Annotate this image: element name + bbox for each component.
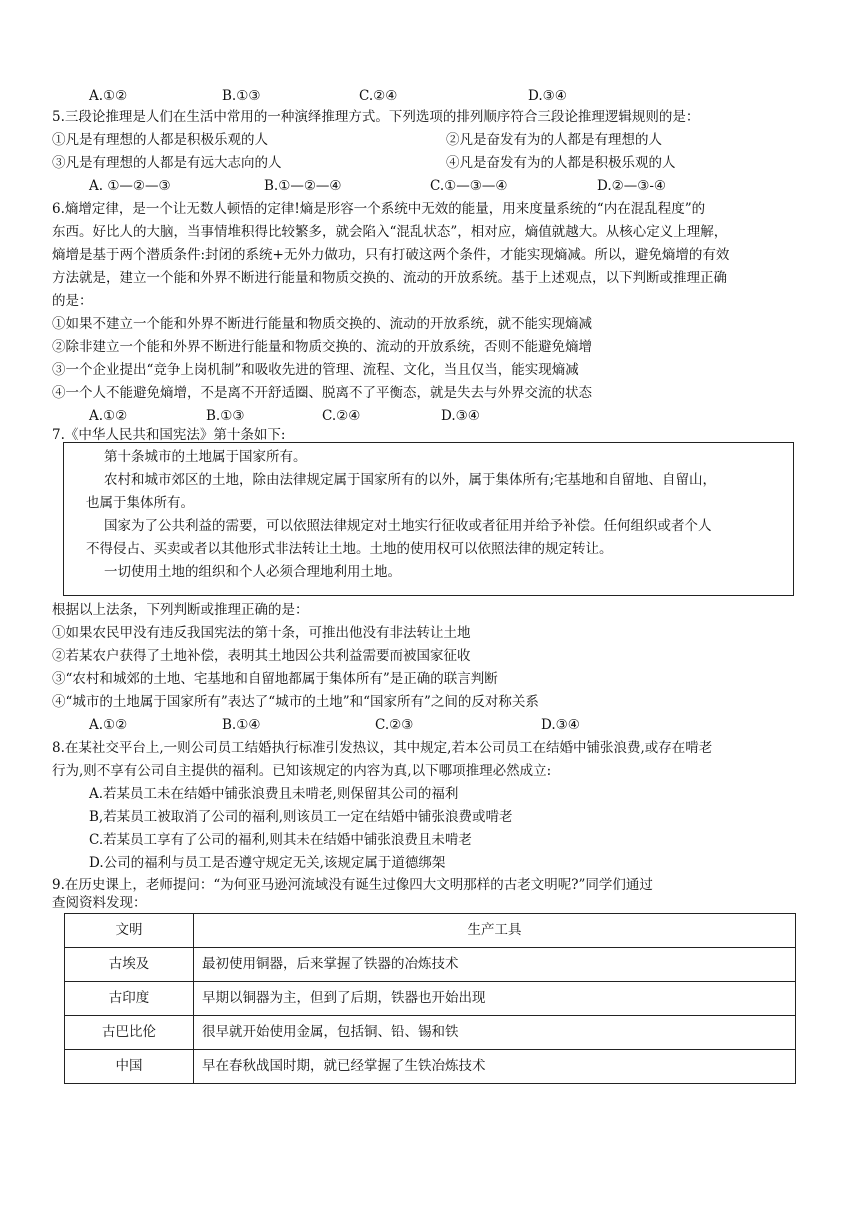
q6-stem-line: 方法就是，建立一个能和外界不断进行能量和物质交换的、流动的开放系统。基于上述观点，以下判断或推理正确 <box>52 270 727 286</box>
q6-option-a: A.①② <box>89 408 128 424</box>
q5-stem: 5.三段论推理是人们在生活中常用的一种演绎推理方式。下列选项的排列顺序符合三段论推理逻辑规则的是： <box>52 109 700 125</box>
q5-statement-1: ①凡是有理想的人都是积极乐观的人 <box>52 132 268 148</box>
q8-option-d: D.公司的福利与员工是否遵守规定无关,该规定属于道德绑架 <box>89 855 446 871</box>
q6-stem-line: 熵增是基于两个潜质条件:封闭的系统+无外力做功，只有打破这两个条件，才能实现熵减。所以，避免熵增的有效 <box>52 247 730 263</box>
law-box-line: 一切使用土地的组织和个人必须合理地利用土地。 <box>104 564 401 580</box>
q7-option-a: A.①② <box>89 717 128 733</box>
q8-stem-line: 行为,则不享有公司自主提供的福利。已知该规定的内容为真,以下哪项推理必然成立: <box>52 763 552 779</box>
table-header-cell: 文明 <box>65 914 194 948</box>
q8-option-a: A.若某员工未在结婚中铺张浪费且未啃老,则保留其公司的福利 <box>89 786 459 802</box>
table-cell: 早在春秋战国时期，就已经掌握了生铁冶炼技术 <box>194 1050 796 1084</box>
law-article-box <box>63 442 794 596</box>
q5-option-a: A. ①—②—③ <box>89 178 171 194</box>
q4-option-d: D.③④ <box>528 88 567 104</box>
law-box-line: 农村和城市郊区的土地，除由法律规定属于国家所有的以外，属于集体所有;宅基地和自留地、自留山， <box>104 472 717 488</box>
q7-statement-3: ③“农村和城郊的土地、宅基地和自留地都属于集体所有”是正确的联言判断 <box>52 671 498 687</box>
table-cell: 最初使用铜器，后来掌握了铁器的冶炼技术 <box>194 948 796 982</box>
q5-option-d: D.②—③-④ <box>597 178 667 194</box>
q5-option-c: C.①—③—④ <box>430 178 508 194</box>
table-cell: 古印度 <box>65 982 194 1016</box>
q7-prompt: 根据以上法条，下列判断或推理正确的是： <box>52 602 309 618</box>
civilization-tools-table <box>64 913 796 1084</box>
law-box-line: 第十条城市的土地属于国家所有。 <box>104 449 307 465</box>
q5-option-b: B.①—②—④ <box>264 178 342 194</box>
q6-statement-1: ①如果不建立一个能和外界不断进行能量和物质交换的、流动的开放系统，就不能实现熵减 <box>52 316 592 332</box>
q9-stem-line: 查阅资料发现： <box>52 895 147 911</box>
table-header-row <box>65 914 796 948</box>
table-cell: 古埃及 <box>65 948 194 982</box>
q4-option-b: B.①③ <box>222 88 261 104</box>
law-box-line: 也属于集体所有。 <box>86 495 194 511</box>
q4-option-c: C.②④ <box>359 88 398 104</box>
q8-stem-line: 8.在某社交平台上,一则公司员工结婚执行标准引发热议，其中规定,若本公司员工在结婚中铺张浪费,或存在啃老 <box>52 740 713 756</box>
q8-option-b: B,若某员工被取消了公司的福利,则该员工一定在结婚中铺张浪费或啃老 <box>89 809 513 825</box>
q6-stem-line: 6.熵增定律，是一个让无数人顿悟的定律!熵是形容一个系统中无效的能量，用来度量系统的“内在混乱程度”的 <box>52 201 706 217</box>
q6-statement-3: ③一个企业提出“竞争上岗机制”和吸收先进的管理、流程、文化，当且仅当，能实现熵减 <box>52 362 579 378</box>
q6-option-c: C.②④ <box>322 408 361 424</box>
table-row <box>65 1050 796 1084</box>
q5-statement-3: ③凡是有理想的人都是有远大志向的人 <box>52 155 282 171</box>
q6-stem-line: 东西。好比人的大脑，当事情堆积得比较繁多，就会陷入“混乱状态”，相对应，熵值就越大。从核心定义上理解， <box>52 224 728 240</box>
q4-option-a: A.①② <box>89 88 128 104</box>
table-header-cell: 生产工具 <box>194 914 796 948</box>
table-row <box>65 982 796 1016</box>
q7-option-c: C.②③ <box>375 717 414 733</box>
q6-statement-4: ④一个人不能避免熵增，不是离不开舒适圈、脱离不了平衡态，就是失去与外界交流的状态 <box>52 385 592 401</box>
q7-option-b: B.①④ <box>222 717 261 733</box>
q7-option-d: D.③④ <box>541 717 580 733</box>
q6-stem-line: 的是： <box>52 293 93 309</box>
q8-option-c: C.若某员工享有了公司的福利,则其未在结婚中铺张浪费且未啃老 <box>89 832 472 848</box>
q9-stem-line: 9.在历史课上，老师提问：“为何亚马逊河流域没有诞生过像四大文明那样的古老文明呢?”同学们通过 <box>52 877 653 893</box>
law-box-line: 不得侵占、买卖或者以其他形式非法转让土地。土地的使用权可以依照法律的规定转让。 <box>86 541 613 557</box>
table-cell: 很早就开始使用金属，包括铜、铅、锡和铁 <box>194 1016 796 1050</box>
q7-statement-2: ②若某农户获得了土地补偿，表明其土地因公共利益需要而被国家征收 <box>52 648 471 664</box>
table-cell: 早期以铜器为主，但到了后期，铁器也开始出现 <box>194 982 796 1016</box>
q6-statement-2: ②除非建立一个能和外界不断进行能量和物质交换的、流动的开放系统，否则不能避免熵增 <box>52 339 592 355</box>
table-row <box>65 948 796 982</box>
q7-stem: 7.《中华人民共和国宪法》第十条如下: <box>52 427 286 443</box>
q6-option-d: D.③④ <box>441 408 480 424</box>
q5-statement-4: ④凡是奋发有为的人都是积极乐观的人 <box>446 155 676 171</box>
q6-option-b: B.①③ <box>206 408 245 424</box>
law-box-line: 国家为了公共利益的需要，可以依照法律规定对土地实行征收或者征用并给予补偿。任何组织或者个人 <box>104 518 712 534</box>
table-cell: 中国 <box>65 1050 194 1084</box>
table-cell: 古巴比伦 <box>65 1016 194 1050</box>
q7-statement-4: ④“城市的土地属于国家所有”表达了“城市的土地”和“国家所有”之间的反对称关系 <box>52 694 539 710</box>
q7-statement-1: ①如果农民甲没有违反我国宪法的第十条，可推出他没有非法转让土地 <box>52 625 471 641</box>
table-row <box>65 1016 796 1050</box>
q5-statement-2: ②凡是奋发有为的人都是有理想的人 <box>446 132 662 148</box>
